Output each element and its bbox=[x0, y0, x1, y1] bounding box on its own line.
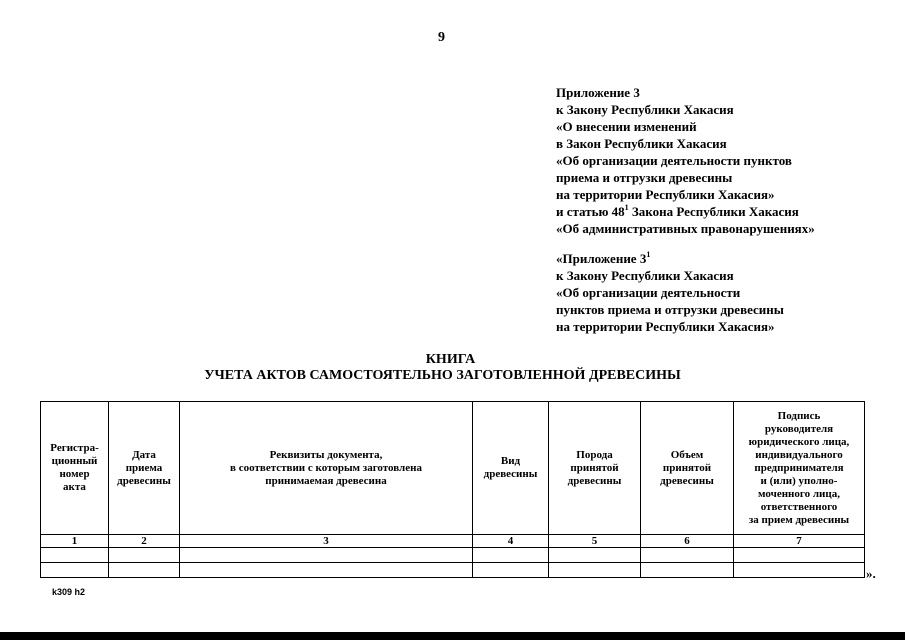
column-number-row bbox=[41, 535, 865, 548]
table-cell bbox=[180, 563, 473, 578]
annex1-line: «О внесении изменений bbox=[556, 119, 697, 134]
table-cell bbox=[41, 563, 109, 578]
annex-3-heading bbox=[556, 84, 815, 237]
annex-3-1-heading bbox=[556, 250, 784, 335]
annex2-line: «Об организации деятельности bbox=[556, 285, 741, 300]
annex1-line: «Об организации деятельности пунктов bbox=[556, 153, 792, 168]
table-cell bbox=[180, 548, 473, 563]
table-row bbox=[41, 563, 865, 578]
annex2-line: к Закону Республики Хакасия bbox=[556, 268, 734, 283]
scan-bottom-edge bbox=[0, 632, 905, 640]
book-subtitle: УЧЕТА АКТОВ САМОСТОЯТЕЛЬНО ЗАГОТОВЛЕННОЙ ДРЕВЕСИНЫ bbox=[204, 368, 681, 383]
table-cell bbox=[549, 548, 641, 563]
table-cell bbox=[41, 548, 109, 563]
table-cell bbox=[473, 548, 549, 563]
article-superscript: 1 bbox=[624, 203, 629, 212]
article-suffix: Закона Республики Хакасия bbox=[628, 204, 799, 219]
annex1-line: в Закон Республики Хакасия bbox=[556, 136, 727, 151]
table-cell bbox=[734, 548, 865, 563]
annex2-superscript: 1 bbox=[646, 250, 651, 259]
header-reg-number: Регистра- ционный номер акта bbox=[41, 402, 109, 535]
annex1-line-article bbox=[556, 203, 815, 220]
annex1-line: «Об административных правонарушениях» bbox=[556, 221, 815, 236]
column-number: 5 bbox=[549, 535, 641, 548]
column-number: 3 bbox=[180, 535, 473, 548]
acts-register-table bbox=[40, 401, 865, 578]
column-number: 7 bbox=[734, 535, 865, 548]
table-header-row bbox=[41, 402, 865, 535]
header-signature: Подпись руководителя юридического лица, индивидуального предпринимателя и (или) уполно- моченного лица, ответственного за прием древесины bbox=[734, 402, 865, 535]
table-cell bbox=[109, 563, 180, 578]
annex1-line: на территории Республики Хакасия» bbox=[556, 187, 775, 202]
header-volume: Объем принятой древесины bbox=[641, 402, 734, 535]
column-number: 6 bbox=[641, 535, 734, 548]
table-cell bbox=[473, 563, 549, 578]
header-species: Порода принятой древесины bbox=[549, 402, 641, 535]
table-cell bbox=[641, 563, 734, 578]
header-wood-type: Вид древесины bbox=[473, 402, 549, 535]
book-title: КНИГА bbox=[425, 352, 476, 367]
annex2-line: на территории Республики Хакасия» bbox=[556, 319, 775, 334]
column-number: 2 bbox=[109, 535, 180, 548]
column-number: 4 bbox=[473, 535, 549, 548]
header-document-details: Реквизиты документа, в соответствии с которым заготовлена принимаемая древесина bbox=[180, 402, 473, 535]
annex2-line: пунктов приема и отгрузки древесины bbox=[556, 302, 784, 317]
annex2-line-title bbox=[556, 250, 784, 267]
closing-quote: ». bbox=[866, 566, 876, 581]
table-cell bbox=[549, 563, 641, 578]
annex1-line: Приложение 3 bbox=[556, 85, 640, 100]
column-number: 1 bbox=[41, 535, 109, 548]
page-number: 9 bbox=[438, 30, 445, 45]
annex2-title-prefix: «Приложение 3 bbox=[556, 251, 647, 266]
article-prefix: и статью 48 bbox=[556, 204, 625, 219]
header-date: Дата приема древесины bbox=[109, 402, 180, 535]
table-row bbox=[41, 548, 865, 563]
annex1-line: приема и отгрузки древесины bbox=[556, 170, 733, 185]
document-code: k309 h2 bbox=[52, 587, 86, 597]
table-cell bbox=[109, 548, 180, 563]
table-cell bbox=[734, 563, 865, 578]
table-cell bbox=[641, 548, 734, 563]
annex1-line: к Закону Республики Хакасия bbox=[556, 102, 734, 117]
